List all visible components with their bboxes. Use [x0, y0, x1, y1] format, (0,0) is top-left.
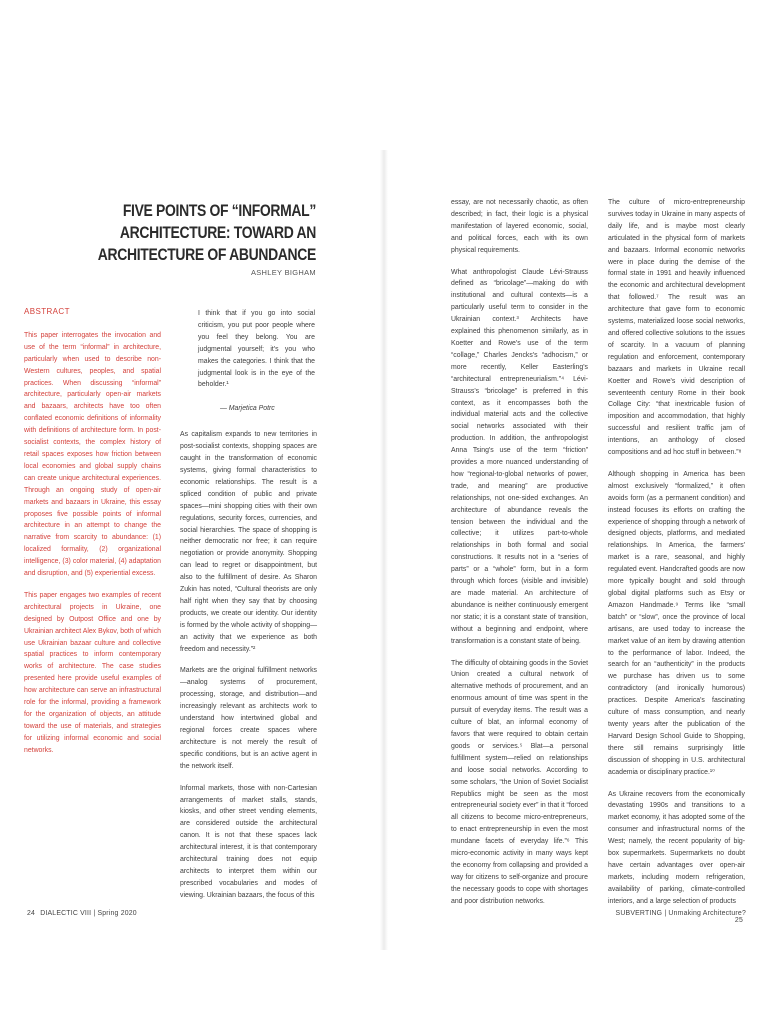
epigraph-attribution: — Marjetica Potrc [220, 405, 275, 413]
body-paragraph: As capitalism expands to new territories in post-socialist contexts, shopping spaces are caught in the transformation of economic systems, giving formal characteristics to economic relationships. The result is a spliced condition of public and private spaces—mini shopping cities with their own regulations, security forces, currencies, and social hierarchies. The space of shopping is neither democratic nor free; it can require negotiation or provide anonymity. Shopping can lead to regret or disappointment, but also to the fulfillment of desire. As Sharon Zukin has noted, “Cultural theorists are only half right when they say that by choosing products, we create our identity. Our identity is formed by the whole activity of shopping—an activity that we experience as both freedom and necessity.”² [180, 431, 317, 653]
title-line-1: FIVE POINTS OF “INFORMAL” ARCHITECTURE: TOWARD AN [119, 201, 316, 242]
body-paragraph: essay, are not necessarily chaotic, as often described; in fact, their logic is a physical manifestation of layered economic, social, and political forces, each with its own physical requirements. [451, 199, 588, 254]
body-paragraph: Although shopping in America has been almost exclusively “formalized,” it often avoids form (as a permanent condition) and instead focuses its efforts on crafting the experience of shopping through a network of designed objects, platforms, and mediated relationships. In America, the farmers' market is a rare, seasonal, and highly regulated event. Handcrafted goods are now more typically bought and sold through global digital platforms such as Etsy or Amazon Handmade.⁹ Terms like “small batch” or “slow”, once the province of local artisans, are used today to increase the market value of an item by drawing attention to the performance of labor. Indeed, the search for an “authenticity” in the products we purchase has driven us to some contradictory (and ironically humorous) practices. Despite America's fascinating culture of mass consumption, and nearly twenty years after the publication of the Harvard Design School Guide to Shopping, there still remains surprisingly little discussion of shopping in U.S. architectural academia or disciplinary practice.¹⁰ [608, 470, 745, 776]
epigraph-quote: I think that if you go into social criticism, you put poor people where you feel they belong. You are judgmental yourself; it's you who makes the categories. I think that the judgmental look is in the eye of the beholder.¹ [198, 310, 315, 389]
abstract-paragraph-2: This paper engages two examples of recent architectural projects in Ukraine, one designed by Outpost Office and one by Ukrainian architect Alex Bykov, both of which use Ukrainian bazaar culture and collective spatial practices to inform contemporary works of architecture. The case studies presented here provide useful examples of how architecture can serve an infrastructural role for the informal, providing a framework for the organization of objects, an attitude toward the use of materials, and strategies for utilizing informal economic and social networks. [24, 591, 161, 754]
body-paragraph: Markets are the original fulfillment networks—analog systems of procurement, processing, storage, and distribution—and increasingly relevant as architects work to understand how intertwined global and regional forces create spaces where architecture is not merely the result of specific conditions, but is an active agent in the network itself. [180, 667, 317, 770]
body-paragraph: The difficulty of obtaining goods in the Soviet Union created a cultural network of alternative methods of procurement, and an enormous amount of time was spent in the pursuit of everyday items. The result was a culture of blat, an informal economy of favors that were required to obtain certain goods or services.⁵ Blat—a personal fulfillment system—relied on relationships and loose social networks. According to some scholars, “the Union of Soviet Socialist Republics might be seen as the most entrepreneurial society ever” in that it “forced all citizens to become micro-entrepreneurs, to enact entrepreneurship in even the most mundane facets of everyday life.”⁶ This micro-economic activity in many ways kept the economy from collapsing and provided a way for citizens to self-organize and procure the necessary goods to cope with shortages and poor distribution networks. [451, 659, 588, 905]
article-title [78, 200, 316, 266]
page-number-left: 24 [27, 910, 36, 917]
section-info: SUBVERTING | Unmaking Architecture? [615, 910, 746, 917]
body-paragraph: As Ukraine recovers from the economically devastating 1990s and transitions to a market economy, it has adopted some of the consumer and infrastructural norms of the West; namely, the recent popularity of big-box supermarkets. Supermarkets no doubt have certain advantages over open-air markets, including modern refrigeration, availability of parking, climate-controlled interiors, and a large selection of products [608, 790, 745, 905]
body-paragraph: Informal markets, those with non-Cartesian arrangements of market stalls, stands, kiosks, and other street vending elements, are considered outside the architectural canon. It is not that these spaces lack architectural interest, it is that contemporary architectural training does not equip architects to interpret them within our prescribed vocabularies and modes of viewing. Ukrainian bazaars, the focus of this [180, 784, 317, 899]
body-column-3 [608, 197, 745, 918]
abstract-heading: ABSTRACT [24, 307, 70, 316]
journal-info: DIALECTIC VIII | Spring 2020 [40, 910, 137, 917]
author-name: ASHLEY BIGHAM [250, 268, 316, 277]
abstract-column [24, 306, 161, 767]
title-line-2: ARCHITECTURE OF ABUNDANCE [97, 245, 316, 264]
body-column-1 [180, 308, 317, 912]
abstract-paragraph-1: This paper interrogates the invocation and use of the term “informal” in architecture, particularly when used to describe non-Western cultures, peoples, and spatial practices. When discussing “informal” architecture, particularly open-air markets and bazaars, architects have too often conflated economic definitions of informality with definitions of architecture form. In post-socialist contexts, the complex history of retail spaces exposes how friction between local economies and global supply chains can create unique architectural experiences. Through an ongoing study of open-air markets and bazaars in Ukraine, this essay proposes five possible points of informal architecture in an attempt to change the narrative from scarcity to abundance: (1) localized formality, (2) organizational intelligence, (3) color material, (4) adaptation and disruption, and (5) experiential excess. [24, 331, 161, 578]
body-column-2 [451, 197, 588, 918]
footer-left [24, 910, 137, 917]
body-paragraph: The culture of micro-entrepreneurship survives today in Ukraine in many aspects of daily life, and is maybe most clearly articulated in the physical form of markets and bazaars. Informal economic networks were in place during the demise of the formal state in 1991 and heavily influenced the economic and architectural development that followed.⁷ The result was an architecture that gave form to economic systems, materialized loose social networks, and offered collective solutions to the issues of scarcity. In a vacuum of planning regulation and enforcement, contemporary bazaars and markets in Ukraine recall Koetter and Rowe's vivid description of seventeenth century Rome in their book Collage City: “that inextricable fusion of imposition and accommodation, that highly successful and resilient traffic jam of intentions, an anthology of closed compositions and ad hoc stuff in between.”⁸ [608, 199, 745, 457]
body-paragraph: What anthropologist Claude Lévi-Strauss defined as “bricolage”—making do with institutional and cultural contexts—is a particularly useful term to consider in the Ukrainian context.³ Architects have explained this phenomenon similarly, as in Koetter and Rowe's use of the term “collage,” Charles Jencks's “adhocism,” or more recently, Keller Easterling's “architectural entrepreneurialism.”⁴ Lévi-Strauss's “bricolage” is preferred in this context, as it encompasses both the individual material acts and the collective social networks associated with their production. In addition, the anthropologist Anna Tsing's use of the term “friction” provides a more nuanced understanding of how “regional-to-global networks of power, trade, and meaning” are productive relationships, not one-sided exchanges. An architecture of abundance reveals the tension between the individual and the collective; it utilizes part-to-whole relationships in both formal and social constructions. It results not in a “series of parts” or a “whole” form, but in a form through which forces (visible and invisible) are made material. An architecture of abundance is neither continuously emergent nor static; it is a constant state of transition, without a beginning and endpoint, where transformation is a constant state of being. [451, 268, 588, 645]
page-number-right: 25 [734, 917, 743, 924]
epigraph [180, 308, 317, 415]
footer-right [615, 910, 746, 924]
